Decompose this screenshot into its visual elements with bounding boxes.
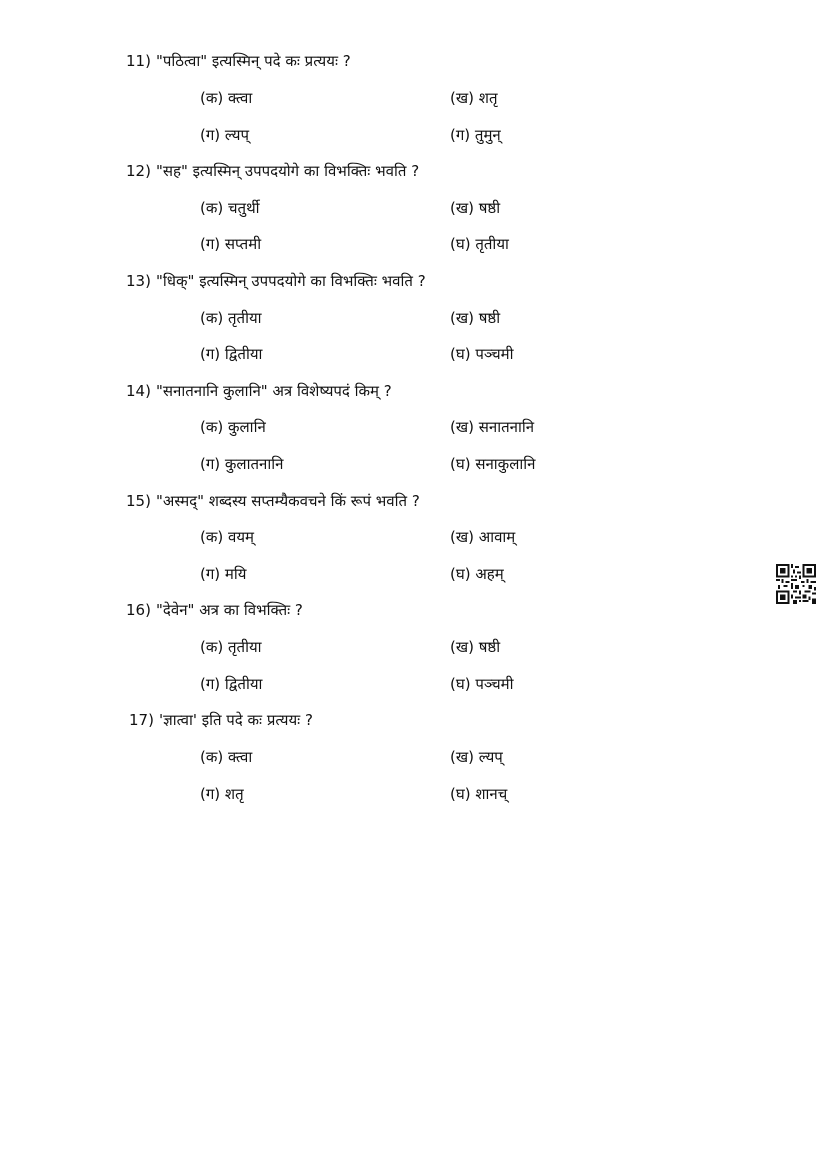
option-a: (क) चतुर्थी	[200, 199, 260, 217]
option-a: (क) क्त्वा	[200, 748, 253, 766]
option-a: (क) क्त्वा	[200, 89, 253, 107]
question-text: "सह" इत्यस्मिन् उपपदयोगे का विभक्तिः भवति ?	[156, 162, 420, 180]
question-number: 11)	[126, 52, 151, 70]
option-d: (घ) तृतीया	[450, 235, 509, 253]
question-15	[126, 491, 420, 511]
option-b: (ख) ल्यप्	[450, 748, 503, 766]
option-b: (ख) आवाम्	[450, 528, 516, 546]
option-c: (ग) सप्तमी	[200, 235, 262, 253]
option-a: (क) तृतीया	[200, 309, 262, 327]
option-b: (ख) सनातनानि	[450, 418, 535, 436]
option-b: (ख) षष्ठी	[450, 309, 501, 327]
question-number: 12)	[126, 162, 151, 180]
option-a: (क) कुलानि	[200, 418, 266, 436]
option-b: (ख) षष्ठी	[450, 638, 501, 656]
question-11	[126, 51, 351, 71]
question-text: 'ज्ञात्वा' इति पदे कः प्रत्ययः ?	[159, 711, 313, 729]
qr-code-icon	[776, 564, 816, 604]
question-text: "सनातनानि कुलानि" अत्र विशेष्यपदं किम् ?	[156, 382, 392, 400]
option-c: (ग) ल्यप्	[200, 126, 249, 144]
option-c: (ग) द्वितीया	[200, 345, 263, 363]
question-14	[126, 381, 392, 401]
option-d: (घ) अहम्	[450, 565, 504, 583]
option-d: (घ) सनाकुलानि	[450, 455, 536, 473]
question-12	[126, 161, 419, 181]
option-d: (घ) पञ्चमी	[450, 345, 514, 363]
question-text: "देवेन" अत्र का विभक्तिः ?	[156, 601, 303, 619]
question-number: 13)	[126, 272, 151, 290]
option-a: (क) तृतीया	[200, 638, 262, 656]
option-d: (ग) तुमुन्	[450, 126, 501, 144]
question-text: "अस्मद्" शब्दस्य सप्तम्यैकवचने किं रूपं भवति ?	[156, 492, 420, 510]
question-17	[129, 710, 313, 730]
option-c: (ग) कुलातनानि	[200, 455, 284, 473]
option-d: (घ) पञ्चमी	[450, 675, 514, 693]
question-number: 14)	[126, 382, 151, 400]
question-number: 17)	[129, 711, 154, 729]
question-text: "पठित्वा" इत्यस्मिन् पदे कः प्रत्ययः ?	[156, 52, 351, 70]
option-d: (घ) शानच्	[450, 785, 508, 803]
option-b: (ख) षष्ठी	[450, 199, 501, 217]
question-16	[126, 600, 303, 620]
question-13	[126, 271, 426, 291]
option-c: (ग) शतृ	[200, 785, 244, 803]
question-number: 16)	[126, 601, 151, 619]
question-text: "धिक्" इत्यस्मिन् उपपदयोगे का विभक्तिः भवति ?	[156, 272, 426, 290]
option-c: (ग) द्वितीया	[200, 675, 263, 693]
option-a: (क) वयम्	[200, 528, 255, 546]
question-number: 15)	[126, 492, 151, 510]
option-c: (ग) मयि	[200, 565, 247, 583]
option-b: (ख) शतृ	[450, 89, 498, 107]
